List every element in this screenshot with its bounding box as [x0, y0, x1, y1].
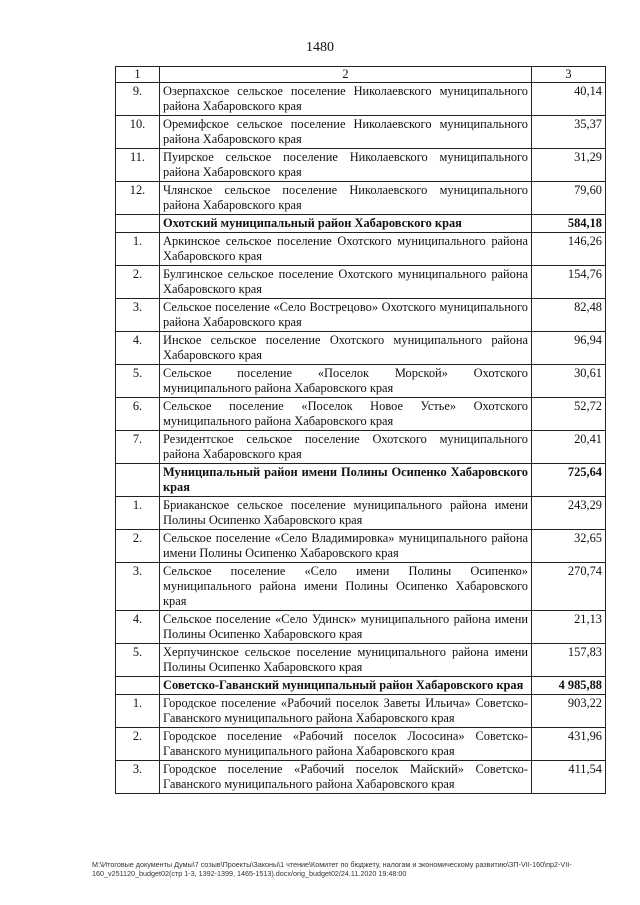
row-number: 4.: [116, 332, 160, 365]
district-row: [116, 677, 606, 695]
file-path-footer: M:\Итоговые документы Думы\7 созыв\Проекты\Законы\1 чтение\Комитет по бюджету, налогам и экономическому развитию\ЗП-VII-160\пр2-VII-160_v251120_budget02(стр 1-3, 1392-1399, 1465-1513).docx/orig_budget02/24.11.2020 19:48:00: [92, 860, 572, 878]
row-value: 82,48: [532, 299, 606, 332]
row-name: Городское поселение «Рабочий поселок Майский» Советско-Гаванского муниципального района Хабаровского края: [160, 761, 532, 794]
row-number: 2.: [116, 728, 160, 761]
row-name: Бриаканское сельское поселение муниципального района имени Полины Осипенко Хабаровского края: [160, 497, 532, 530]
table-row: [116, 398, 606, 431]
row-value: 270,74: [532, 563, 606, 611]
district-row: [116, 464, 606, 497]
row-value: 40,14: [532, 83, 606, 116]
row-number: 10.: [116, 116, 160, 149]
row-value: 157,83: [532, 644, 606, 677]
table-row: [116, 611, 606, 644]
table-row: [116, 761, 606, 794]
row-value: 146,26: [532, 233, 606, 266]
row-value: 4 985,88: [532, 677, 606, 695]
table-header-row: [116, 67, 606, 83]
row-number: 11.: [116, 149, 160, 182]
row-name: Пуирское сельское поселение Николаевского муниципального района Хабаровского края: [160, 149, 532, 182]
row-name: Члянское сельское поселение Николаевского муниципального района Хабаровского края: [160, 182, 532, 215]
row-number: 7.: [116, 431, 160, 464]
row-name: Оремифское сельское поселение Николаевского муниципального района Хабаровского края: [160, 116, 532, 149]
row-number: 4.: [116, 611, 160, 644]
row-number: 5.: [116, 365, 160, 398]
row-name: Булгинское сельское поселение Охотского муниципального района Хабаровского края: [160, 266, 532, 299]
table-row: [116, 644, 606, 677]
budget-table: [115, 66, 606, 794]
row-name: Городское поселение «Рабочий поселок Заветы Ильича» Советско-Гаванского муниципального района Хабаровского края: [160, 695, 532, 728]
district-row: [116, 215, 606, 233]
row-name: Сельское поселение «Село имени Полины Осипенко» муниципального района имени Полины Осипенко Хабаровского края: [160, 563, 532, 611]
row-value: 30,61: [532, 365, 606, 398]
row-number: 5.: [116, 644, 160, 677]
row-name: Охотский муниципальный район Хабаровского края: [160, 215, 532, 233]
row-name: Сельское поселение «Село Удинск» муниципального района имени Полины Осипенко Хабаровского края: [160, 611, 532, 644]
table-row: [116, 116, 606, 149]
table-row: [116, 266, 606, 299]
table-row: [116, 431, 606, 464]
table-row: [116, 299, 606, 332]
row-name: Херпучинское сельское поселение муниципального района имени Полины Осипенко Хабаровского края: [160, 644, 532, 677]
row-value: 21,13: [532, 611, 606, 644]
table-row: [116, 233, 606, 266]
row-value: 20,41: [532, 431, 606, 464]
table-body: [116, 83, 606, 794]
table-row: [116, 728, 606, 761]
table-row: [116, 497, 606, 530]
row-number: 1.: [116, 695, 160, 728]
row-number: 1.: [116, 497, 160, 530]
row-number: 3.: [116, 563, 160, 611]
row-number: 2.: [116, 266, 160, 299]
table-row: [116, 530, 606, 563]
row-name: Озерпахское сельское поселение Николаевского муниципального района Хабаровского края: [160, 83, 532, 116]
row-name: Муниципальный район имени Полины Осипенко Хабаровского края: [160, 464, 532, 497]
row-number: 6.: [116, 398, 160, 431]
row-name: Сельское поселение «Село Владимировка» муниципального района имени Полины Осипенко Хабаровского края: [160, 530, 532, 563]
row-number: 12.: [116, 182, 160, 215]
row-name: Сельское поселение «Поселок Морской» Охотского муниципального района Хабаровского края: [160, 365, 532, 398]
row-value: 79,60: [532, 182, 606, 215]
row-value: 584,18: [532, 215, 606, 233]
row-value: 431,96: [532, 728, 606, 761]
row-value: 31,29: [532, 149, 606, 182]
row-name: Городское поселение «Рабочий поселок Лососина» Советско-Гаванского муниципального района Хабаровского края: [160, 728, 532, 761]
row-name: Аркинское сельское поселение Охотского муниципального района Хабаровского края: [160, 233, 532, 266]
page-number: 1480: [306, 40, 334, 55]
row-number: [116, 215, 160, 233]
row-number: [116, 464, 160, 497]
row-number: 3.: [116, 299, 160, 332]
row-number: 3.: [116, 761, 160, 794]
row-value: 903,22: [532, 695, 606, 728]
row-value: 52,72: [532, 398, 606, 431]
row-value: 35,37: [532, 116, 606, 149]
row-number: [116, 677, 160, 695]
row-number: 1.: [116, 233, 160, 266]
table-row: [116, 149, 606, 182]
row-number: 2.: [116, 530, 160, 563]
table-row: [116, 563, 606, 611]
table-row: [116, 695, 606, 728]
table-row: [116, 332, 606, 365]
row-name: Сельское поселение «Село Вострецово» Охотского муниципального района Хабаровского края: [160, 299, 532, 332]
row-name: Сельское поселение «Поселок Новое Устье» Охотского муниципального района Хабаровского края: [160, 398, 532, 431]
column-header-number: 1: [116, 67, 160, 83]
row-name: Инское сельское поселение Охотского муниципального района Хабаровского края: [160, 332, 532, 365]
row-value: 243,29: [532, 497, 606, 530]
row-value: 411,54: [532, 761, 606, 794]
table-row: [116, 182, 606, 215]
row-value: 32,65: [532, 530, 606, 563]
row-value: 96,94: [532, 332, 606, 365]
row-name: Резидентское сельское поселение Охотского муниципального района Хабаровского края: [160, 431, 532, 464]
row-value: 154,76: [532, 266, 606, 299]
row-value: 725,64: [532, 464, 606, 497]
table-row: [116, 83, 606, 116]
row-number: 9.: [116, 83, 160, 116]
row-name: Советско-Гаванский муниципальный район Хабаровского края: [160, 677, 532, 695]
table-row: [116, 365, 606, 398]
column-header-name: 2: [160, 67, 532, 83]
column-header-value: 3: [532, 67, 606, 83]
